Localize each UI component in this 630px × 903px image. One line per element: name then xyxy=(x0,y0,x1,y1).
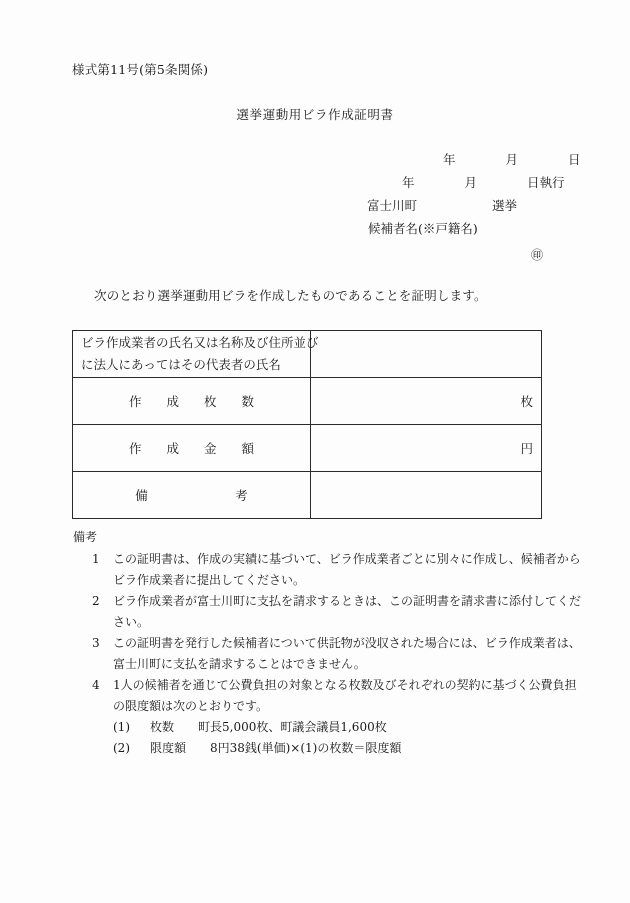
note-line: 1人の候補者を通じて公費負担の対象となる枚数及びそれぞれの契約に基づく公費負担 xyxy=(113,678,577,692)
note-item xyxy=(72,675,577,717)
note-line: 富士川町に支払を請求することはできません。 xyxy=(113,657,366,671)
municipality-election-line: 富士川町 選挙 xyxy=(367,198,518,213)
note-text xyxy=(113,633,581,675)
note-line: この証明書を発行した候補者について供託物が没収された場合には、ビラ作成業者は、 xyxy=(113,636,581,650)
note-sub-item xyxy=(72,717,572,738)
row-label-quantity: 作 成 枚 数 xyxy=(73,378,311,425)
election-date-line: 年 月 日執行 xyxy=(402,175,565,190)
note-line: の限度額は次のとおりです。 xyxy=(113,699,269,713)
row-value-amount[interactable]: 円 xyxy=(311,425,542,472)
table-row xyxy=(73,472,542,519)
issue-block xyxy=(0,148,630,270)
notes-heading: 備考 xyxy=(73,530,98,544)
note-number: 1 xyxy=(92,552,100,566)
certificate-table xyxy=(72,330,542,519)
note-text xyxy=(113,675,577,717)
row-value-remarks[interactable] xyxy=(311,472,542,519)
note-item xyxy=(72,549,581,591)
note-line: さい。 xyxy=(113,615,150,629)
row-label-line: に法人にあってはその代表者の氏名 xyxy=(81,357,281,372)
note-line: この証明書は、作成の実績に基づいて、ビラ作成業者ごとに別々に作成し、候補者から xyxy=(113,552,581,566)
note-text xyxy=(113,591,582,633)
note-number: 3 xyxy=(92,636,100,650)
page-title: 選挙運動用ビラ作成証明書 xyxy=(236,107,394,122)
note-sub-item xyxy=(72,738,572,759)
note-line: ビラ作成業者が富士川町に支払を請求するときは、この証明書を請求書に添付してくだ xyxy=(113,594,582,608)
note-number: 2 xyxy=(92,594,100,608)
note-item xyxy=(72,591,582,633)
note-sub-text: 限度額 8円38銭(単価)×(1)の枚数＝限度額 xyxy=(150,741,402,755)
note-line: ビラ作成業者に提出してください。 xyxy=(113,573,306,587)
note-text xyxy=(113,549,581,591)
form-number: 様式第11号(第5条関係) xyxy=(72,62,209,77)
note-number: 4 xyxy=(92,678,100,692)
table-row xyxy=(73,378,542,425)
table-row xyxy=(73,425,542,472)
row-label-printer-name xyxy=(73,331,319,378)
notes-section xyxy=(72,527,582,759)
issue-date-line: 年 月 日 xyxy=(443,152,581,167)
note-sub-text: 枚数 町長5,000枚、町議会議員1,600枚 xyxy=(150,720,387,734)
note-sub-number: (2) xyxy=(113,741,130,755)
row-value-printer-name[interactable] xyxy=(311,331,542,378)
seal-mark-icon: ㊞ xyxy=(531,248,544,262)
row-label-remarks: 備 考 xyxy=(73,472,311,519)
table-row xyxy=(73,331,542,378)
row-label-amount: 作 成 金 額 xyxy=(73,425,311,472)
row-value-quantity[interactable]: 枚 xyxy=(311,378,542,425)
row-label-line: ビラ作成業者の氏名又は名称及び住所並び xyxy=(81,335,319,350)
note-sub-number: (1) xyxy=(113,720,130,734)
note-item xyxy=(72,633,581,675)
candidate-name-line: 候補者名(※戸籍名) xyxy=(368,221,478,236)
certification-statement: 次のとおり選挙運動用ビラを作成したものであることを証明します。 xyxy=(94,288,487,303)
